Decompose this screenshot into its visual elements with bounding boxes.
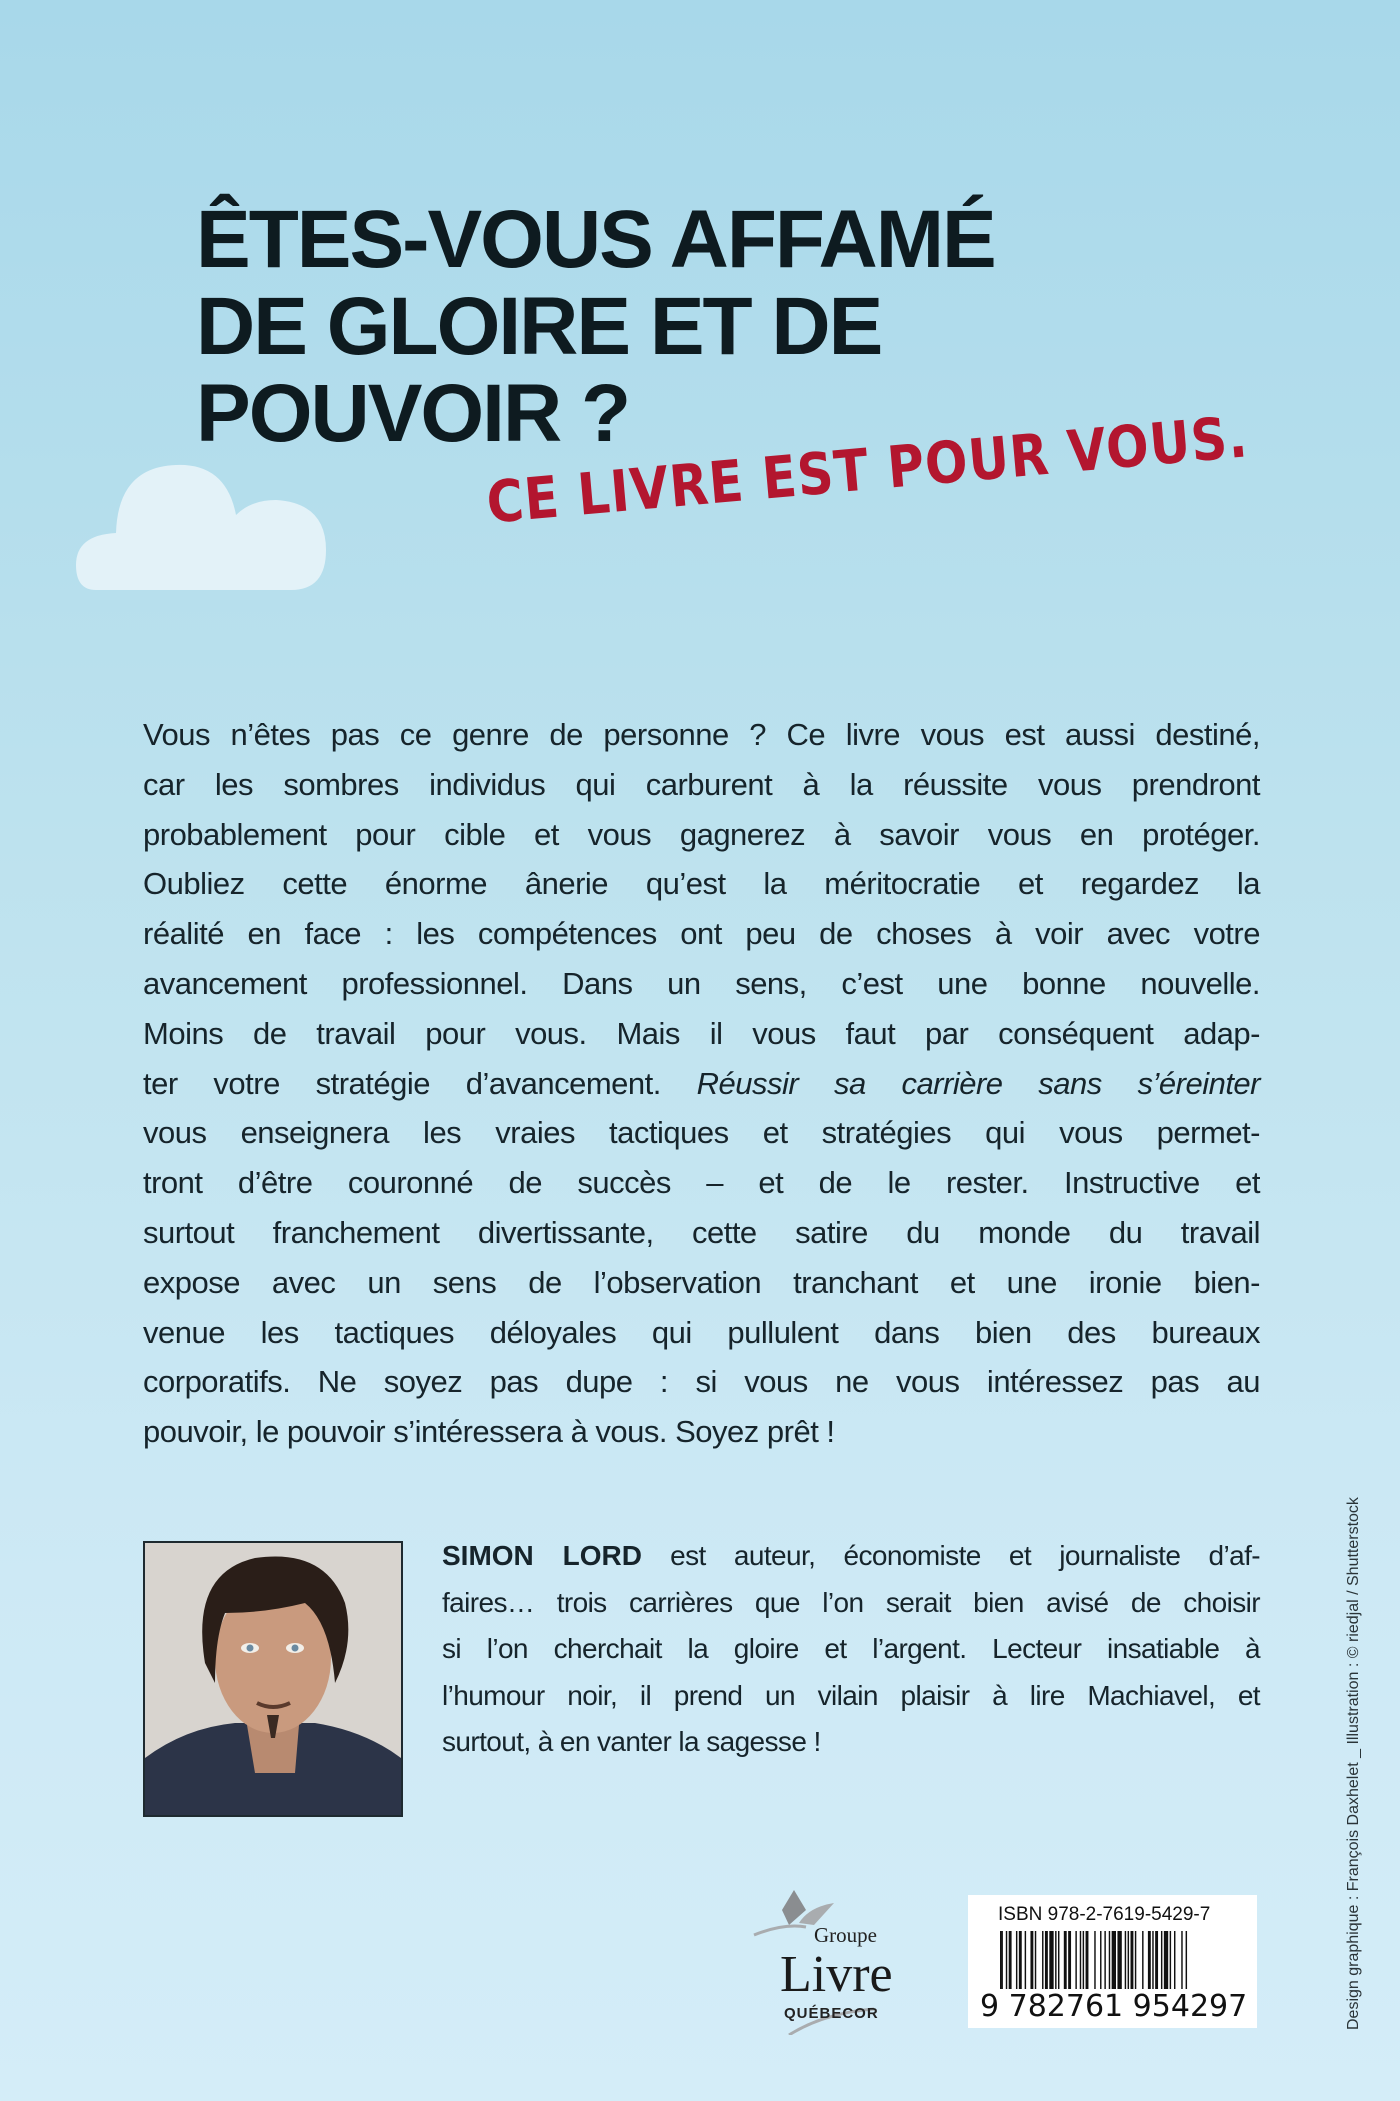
barcode-bar <box>1094 1931 1095 1989</box>
logo-groupe: Groupe <box>814 1923 877 1947</box>
blurb-text: ter votre stratégie d’avancement. <box>143 1065 661 1101</box>
blurb-line: car les sombres individus qui carburent à la réussite vous prendront <box>143 766 1260 802</box>
author-portrait-image <box>145 1543 401 1815</box>
barcode-bar <box>1100 1931 1101 1989</box>
headline-line: POUVOIR ? <box>196 368 630 459</box>
blurb-line: surtout franchement divertissante, cette satire du monde du travail <box>143 1214 1260 1250</box>
logo-quebecor: QUÉBECOR <box>784 2005 879 2022</box>
barcode-bar <box>1148 1931 1151 1989</box>
barcode-bar <box>1135 1931 1136 1989</box>
barcode-bar <box>1006 1931 1007 1989</box>
barcode-bar <box>1009 1931 1012 1989</box>
tagline: CE LIVRE EST POUR VOUS. <box>484 403 1251 537</box>
barcode-bar <box>1186 1931 1187 1989</box>
bio-line <box>442 1533 1260 1580</box>
barcode-bar <box>1125 1931 1126 1989</box>
barcode-bar <box>1086 1931 1089 1989</box>
barcode-digits: 9 782761 954297 <box>980 1989 1248 2024</box>
barcode-bar <box>1161 1931 1162 1989</box>
blurb-line: réalité en face : les compétences ont peu de choses à voir avec votre <box>143 916 1260 952</box>
barcode-bar <box>1042 1931 1043 1989</box>
headline-line: DE GLOIRE ET DE <box>196 281 882 372</box>
barcode-bar <box>1055 1931 1056 1989</box>
barcode-bar <box>1181 1931 1182 1989</box>
blurb-line: Moins de travail pour vous. Mais il vous faut par conséquent adap- <box>143 1015 1260 1051</box>
blurb-line: vous enseignera les vraies tactiques et stratégies qui vous permet- <box>143 1115 1260 1151</box>
barcode-bar <box>1000 1931 1001 1989</box>
blurb-line: Oubliez cette énorme ânerie qu’est la méritocratie et regardez la <box>143 866 1260 902</box>
barcode-bar <box>1164 1931 1168 1989</box>
barcode-bar <box>1025 1931 1026 1989</box>
blurb-line: avancement professionnel. Dans un sens, c’est une bonne nouvelle. <box>143 965 1260 1001</box>
bio-line: faires… trois carrières que l’on serait bien avisé de choisir <box>442 1586 1260 1618</box>
barcode-bar <box>1142 1931 1143 1989</box>
blurb-line: probablement pour cible et vous gagnerez à savoir vous en protéger. <box>143 816 1260 852</box>
headline-line: ÊTES-VOUS AFFAMÉ <box>196 194 995 285</box>
barcode-bar <box>1080 1931 1081 1989</box>
bio-line: surtout, à en vanter la sagesse ! <box>442 1726 821 1757</box>
barcode-bar <box>1001 1931 1002 1989</box>
barcode-bar <box>1049 1931 1053 1989</box>
barcode-bar <box>1035 1931 1036 1989</box>
author-bio <box>442 1533 1260 1766</box>
barcode-bar <box>1016 1931 1017 1989</box>
barcode-bar <box>1030 1931 1033 1989</box>
barcode-bar <box>1058 1931 1059 1989</box>
barcode-bar <box>1131 1931 1134 1989</box>
blurb-line: tront d’être couronné de succès – et de le rester. Instructive et <box>143 1165 1260 1201</box>
barcode-bar <box>1064 1931 1067 1989</box>
barcode-bar <box>1112 1931 1116 1989</box>
logo-livre: Livre <box>780 1946 893 2003</box>
blurb-line: Vous n’êtes pas ce genre de personne ? Ce livre vous est aussi destiné, <box>143 717 1260 752</box>
author-photo <box>143 1541 403 1817</box>
headline <box>196 196 995 457</box>
barcode-bar <box>1045 1931 1048 1989</box>
cloud-illustration <box>76 455 326 590</box>
barcode-bar <box>1075 1931 1076 1989</box>
barcode-bar <box>1174 1931 1175 1989</box>
barcode-bar <box>1019 1931 1022 1989</box>
book-title-italic: Réussir sa carrière sans s’éreinter <box>696 1065 1260 1101</box>
barcode-bar <box>1109 1931 1110 1989</box>
publisher-logo <box>744 1885 914 2035</box>
bio-text: est auteur, économiste et journaliste d’af- <box>670 1540 1260 1571</box>
isbn-barcode <box>968 1895 1257 2028</box>
barcode-bars <box>1000 1931 1230 1989</box>
back-cover-blurb <box>143 710 1260 1457</box>
bio-line: l’humour noir, il prend un vilain plaisir à lire Machiavel, et <box>442 1679 1260 1711</box>
blurb-line: expose avec un sens de l’observation tranchant et une ironie bien- <box>143 1264 1260 1300</box>
design-credit: Design graphique : François Daxhelet _ Illustration : © riedjal / Shutterstock <box>1345 1497 1362 2030</box>
barcode-bar <box>1155 1931 1158 1989</box>
blurb-line <box>143 1059 1260 1109</box>
barcode-bar <box>1068 1931 1071 1989</box>
author-name: SIMON LORD <box>442 1540 642 1571</box>
isbn-label: ISBN 978-2-7619-5429-7 <box>998 1904 1211 1925</box>
barcode-bar <box>1170 1931 1171 1989</box>
blurb-line: venue les tactiques déloyales qui pullulent dans bien des bureaux <box>143 1314 1260 1350</box>
bio-line: si l’on cherchait la gloire et l’argent. Lecteur insatiable à <box>442 1633 1260 1664</box>
barcode-bar <box>1117 1931 1121 1989</box>
barcode-bar <box>1083 1931 1084 1989</box>
blurb-line: pouvoir, le pouvoir s’intéressera à vous. Soyez prêt ! <box>143 1414 835 1450</box>
barcode-bar <box>1152 1931 1153 1989</box>
barcode-bar <box>1104 1931 1105 1989</box>
blurb-line: corporatifs. Ne soyez pas dupe : si vous ne vous intéressez pas au <box>143 1364 1260 1400</box>
barcode-bar <box>1128 1931 1129 1989</box>
